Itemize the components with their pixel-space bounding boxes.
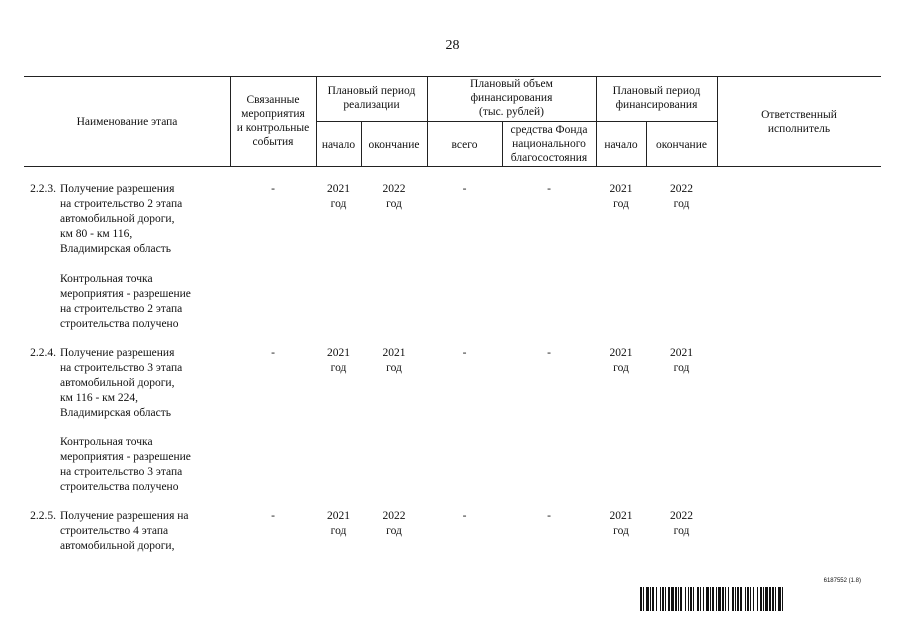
header-fin-end: окончание	[656, 139, 707, 151]
header-bottom-rule	[24, 166, 881, 167]
header-impl-start: начало	[321, 139, 356, 151]
fin-fund-value: -	[547, 347, 551, 359]
barcode-label: 6187552 (1.8)	[823, 578, 861, 584]
related-events-value: -	[271, 183, 275, 195]
row-number: 2.2.5.	[30, 510, 56, 522]
barcode-image	[640, 587, 858, 611]
header-impl-end: окончание	[368, 139, 420, 151]
row-number: 2.2.3.	[30, 183, 56, 195]
fin-start-value: 2021 год	[609, 347, 633, 374]
related-events-value: -	[271, 510, 275, 522]
header-related-events: Связанные мероприятия и контрольные события	[236, 94, 310, 148]
row-number: 2.2.4.	[30, 347, 56, 359]
impl-start-value: 2021 год	[327, 510, 350, 537]
header-fin-total: всего	[451, 139, 478, 151]
impl-end-value: 2021 год	[382, 347, 406, 374]
fin-total-value: -	[462, 510, 467, 522]
stage-name: Получение разрешения на строительство 4 этапа автомобильной дороги,	[60, 510, 189, 552]
fin-total-value: -	[462, 347, 467, 359]
fin-end-value: 2022 год	[670, 183, 693, 210]
header-fin-fund: средства Фонда национального благосостояния	[510, 124, 588, 164]
impl-start-value: 2021 год	[327, 183, 350, 210]
header-fin-start: начало	[604, 139, 638, 151]
fin-end-value: 2022 год	[670, 510, 693, 537]
impl-start-value: 2021 год	[327, 347, 350, 374]
header-sub-rule-impl	[316, 121, 427, 122]
impl-end-value: 2022 год	[382, 183, 406, 210]
header-fin-period: Плановый период финансирования	[612, 85, 701, 111]
fin-fund-value: -	[547, 510, 551, 522]
related-events-value: -	[271, 347, 275, 359]
fin-total-value: -	[462, 183, 467, 195]
checkpoint-text: Контрольная точка мероприятия - разрешение на строительство 3 этапа строительства получено	[60, 436, 191, 493]
impl-end-value: 2022 год	[382, 510, 406, 537]
checkpoint-text: Контрольная точка мероприятия - разрешение на строительство 2 этапа строительства получено	[60, 273, 191, 330]
stage-name: Получение разрешения на строительство 2 этапа автомобильной дороги, км 80 - км 116, Владимирская область	[60, 183, 183, 255]
fin-start-value: 2021 год	[609, 183, 633, 210]
stage-name: Получение разрешения на строительство 3 этапа автомобильной дороги, км 116 - км 224, Владимирская область	[60, 347, 183, 419]
page-number: 28	[445, 38, 460, 53]
header-sub-rule-fin	[427, 121, 717, 122]
fin-start-value: 2021 год	[609, 510, 633, 537]
header-fin-volume: Плановый объем финансирования (тыс. рублей)	[470, 78, 553, 118]
header-impl-period: Плановый период реализации	[327, 85, 416, 111]
fin-end-value: 2021 год	[670, 347, 693, 374]
fin-fund-value: -	[547, 183, 551, 195]
header-responsible: Ответственный исполнитель	[761, 109, 837, 135]
header-stage-name: Наименование этапа	[76, 116, 178, 128]
